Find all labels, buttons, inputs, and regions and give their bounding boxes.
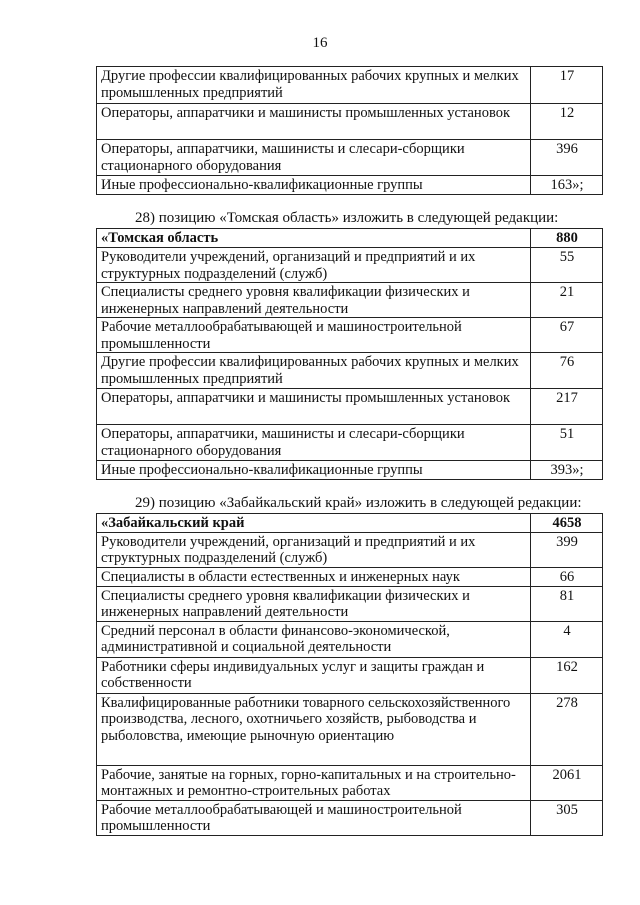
page-number: 16 bbox=[312, 35, 328, 51]
table-header-row bbox=[97, 229, 603, 248]
row-name: Руководители учреждений, организаций и предприятий и их структурных подразделений (служб) bbox=[97, 248, 531, 283]
row-name: Руководители учреждений, организаций и предприятий и их структурных подразделений (служб) bbox=[97, 532, 531, 567]
table-row bbox=[97, 318, 603, 353]
region-total: 880 bbox=[531, 229, 603, 248]
table-row bbox=[97, 657, 603, 693]
row-value: 51 bbox=[531, 425, 603, 461]
table-row bbox=[97, 800, 603, 835]
row-name: Операторы, аппаратчики, машинисты и слесари-сборщики стационарного оборудования bbox=[97, 425, 531, 461]
row-name: Другие профессии квалифицированных рабочих крупных и мелких промышленных предприятий bbox=[97, 353, 531, 389]
region-name: «Томская область bbox=[97, 229, 531, 248]
table-row bbox=[97, 283, 603, 318]
region-total: 4658 bbox=[531, 514, 603, 533]
row-value: 12 bbox=[531, 104, 603, 140]
table-row bbox=[97, 353, 603, 389]
table-row bbox=[97, 248, 603, 283]
table-row bbox=[97, 104, 603, 140]
row-name: Иные профессионально-квалификационные группы bbox=[97, 461, 531, 480]
row-name: Операторы, аппаратчики, машинисты и слесари-сборщики стационарного оборудования bbox=[97, 140, 531, 176]
row-value: 81 bbox=[531, 586, 603, 621]
row-name: Операторы, аппаратчики и машинисты промышленных установок bbox=[97, 104, 531, 140]
table-row bbox=[97, 765, 603, 800]
row-name: Специалисты среднего уровня квалификации физических и инженерных направлений деятельности bbox=[97, 283, 531, 318]
table-row bbox=[97, 621, 603, 657]
row-value: 17 bbox=[531, 67, 603, 104]
region-name: «Забайкальский край bbox=[97, 514, 531, 533]
table-row bbox=[97, 567, 603, 586]
table-row bbox=[97, 425, 603, 461]
row-value: 162 bbox=[531, 657, 603, 693]
continued-table bbox=[96, 66, 603, 195]
table-row bbox=[97, 389, 603, 425]
table-row bbox=[97, 693, 603, 765]
row-name: Работники сферы индивидуальных услуг и защиты граждан и собственности bbox=[97, 657, 531, 693]
row-value: 2061 bbox=[531, 765, 603, 800]
table-row bbox=[97, 461, 603, 480]
row-value: 399 bbox=[531, 532, 603, 567]
tomsk-table bbox=[96, 228, 603, 480]
table-row bbox=[97, 176, 603, 195]
row-value: 67 bbox=[531, 318, 603, 353]
row-value: 21 bbox=[531, 283, 603, 318]
row-value: 4 bbox=[531, 621, 603, 657]
row-value: 55 bbox=[531, 248, 603, 283]
row-value: 305 bbox=[531, 800, 603, 835]
row-name: Специалисты в области естественных и инженерных наук bbox=[97, 567, 531, 586]
row-name: Рабочие металлообрабатывающей и машиностроительной промышленности bbox=[97, 318, 531, 353]
table-row bbox=[97, 532, 603, 567]
row-name: Специалисты среднего уровня квалификации физических и инженерных направлений деятельности bbox=[97, 586, 531, 621]
row-value: 76 bbox=[531, 353, 603, 389]
table-row bbox=[97, 67, 603, 104]
row-name: Другие профессии квалифицированных рабочих крупных и мелких промышленных предприятий bbox=[97, 67, 531, 104]
row-name: Рабочие металлообрабатывающей и машиностроительной промышленности bbox=[97, 800, 531, 835]
zabaikalsky-table bbox=[96, 513, 603, 836]
row-name: Иные профессионально-квалификационные группы bbox=[97, 176, 531, 195]
row-value: 217 bbox=[531, 389, 603, 425]
table-row bbox=[97, 586, 603, 621]
row-value: 163»; bbox=[531, 176, 603, 195]
table-row bbox=[97, 140, 603, 176]
row-value: 396 bbox=[531, 140, 603, 176]
row-name: Квалифицированные работники товарного сельскохозяйственного производства, лесного, охотничьего хозяйств, рыбоводства и рыболовства, имеющие рыночную ориентацию bbox=[97, 693, 531, 765]
row-value: 278 bbox=[531, 693, 603, 765]
section-28-intro: 28) позицию «Томская область» изложить в следующей редакции: bbox=[135, 210, 559, 226]
row-value: 66 bbox=[531, 567, 603, 586]
row-name: Операторы, аппаратчики и машинисты промышленных установок bbox=[97, 389, 531, 425]
row-value: 393»; bbox=[531, 461, 603, 480]
row-name: Рабочие, занятые на горных, горно-капитальных и на строительно-монтажных и ремонтно-строительных работах bbox=[97, 765, 531, 800]
section-29-intro: 29) позицию «Забайкальский край» изложить в следующей редакции: bbox=[135, 495, 582, 511]
row-name: Средний персонал в области финансово-экономической, административной и социальной деятельности bbox=[97, 621, 531, 657]
table-header-row bbox=[97, 514, 603, 533]
